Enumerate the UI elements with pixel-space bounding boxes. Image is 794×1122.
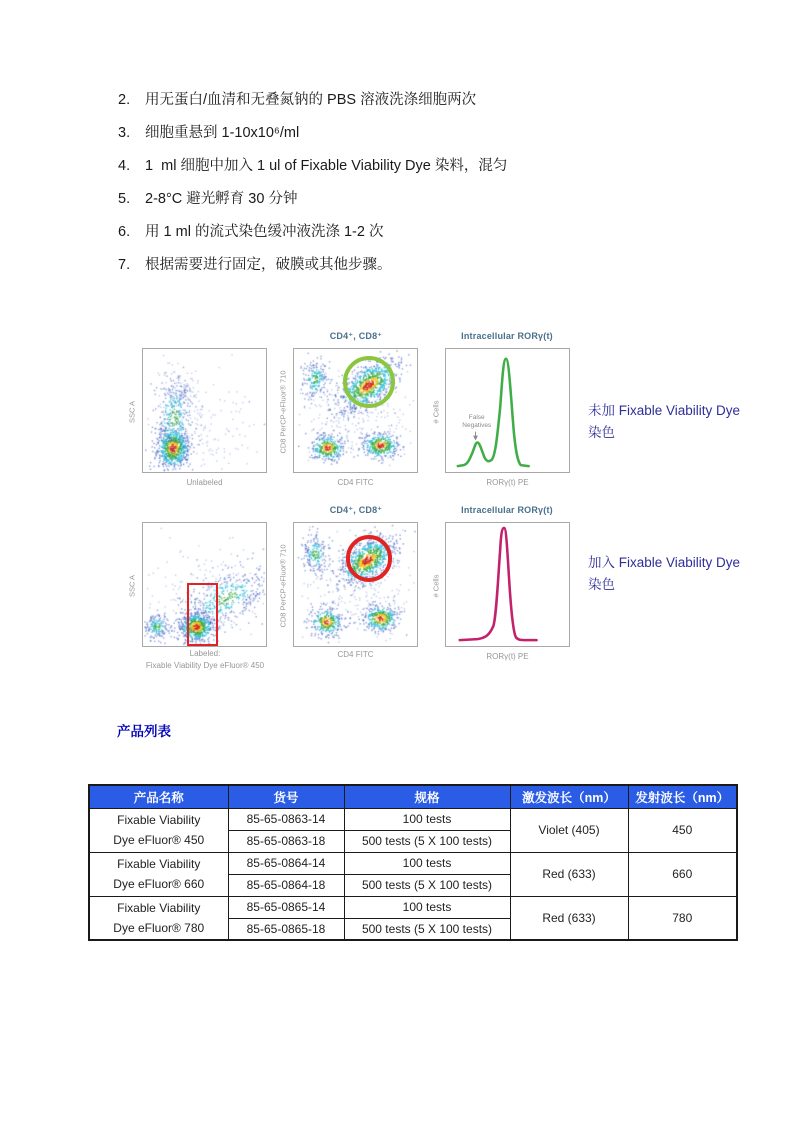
table-header-cell: 规格 [344,785,510,808]
table-row [89,852,737,874]
y-axis-label: CD8 PerCP-eFluor® 710 [278,544,288,628]
step-item [118,189,678,210]
x-axis-label: Labeled: Fixable Viability Dye eFluor® 450 [145,649,265,670]
catalog-cell: 85-65-0864-14 [228,852,344,874]
table-row [89,896,737,918]
size-cell: 100 tests [344,808,510,830]
catalog-cell: 85-65-0863-18 [228,830,344,852]
scatter-panel-unlabeled [142,348,267,473]
excitation-cell: Violet (405) [510,808,628,852]
catalog-cell: 85-65-0865-14 [228,896,344,918]
size-cell: 500 tests (5 X 100 tests) [344,874,510,896]
histogram-magenta [446,523,569,646]
step-number: 7. [118,257,131,273]
false-negatives-note: False Negatives [462,414,492,430]
histogram-panel-magenta [445,522,570,647]
step-item [118,123,678,144]
histogram-green [446,349,569,472]
table-header-cell: 产品名称 [89,785,228,808]
x-axis-label: Unlabeled [186,478,223,487]
step-item [118,90,678,111]
step-text: 细胞重悬到 1-10x10⁶/ml [145,125,300,141]
figure-caption-row2: 加入 Fixable Viability Dye 染色 [588,555,741,592]
size-cell: 500 tests (5 X 100 tests) [344,918,510,940]
step-text: 2-8°C 避光孵育 30 分钟 [145,191,298,207]
step-item [118,156,678,177]
product-list-heading: 产品列表 [117,724,171,739]
catalog-cell: 85-65-0865-18 [228,918,344,940]
y-axis-label: SSC A [127,574,137,598]
gate-circle-green [343,356,395,408]
scatter-panel-cd4-cd8 [293,348,418,473]
plot-title: CD4⁺, CD8⁺ [329,505,383,515]
product-name-cell: Fixable Viability Dye eFluor® 660 [89,852,228,896]
protocol-steps [118,90,678,288]
excitation-cell: Red (633) [510,896,628,940]
scatter-panel-labeled [142,522,267,647]
plot-title: Intracellular RORγ(t) [461,331,553,341]
product-name-cell: Fixable Viability Dye eFluor® 780 [89,896,228,940]
step-number: 6. [118,224,131,240]
density-canvas [143,349,266,472]
step-number: 5. [118,191,131,207]
size-cell: 500 tests (5 X 100 tests) [344,830,510,852]
gate-circle-red [346,535,393,582]
scatter-panel-cd4-cd8-labeled [293,522,418,647]
product-table [88,784,738,941]
plot-title: CD4⁺, CD8⁺ [329,331,383,341]
x-axis-label: CD4 FITC [337,478,374,487]
step-text: 用无蛋白/血清和无叠氮钠的 PBS 溶液洗涤细胞两次 [145,92,477,108]
x-axis-label: RORγ(t) PE [486,652,529,661]
y-axis-label: # Cells [431,574,441,598]
catalog-cell: 85-65-0863-14 [228,808,344,830]
step-text: 根据需要进行固定，破膜或其他步骤。 [145,257,392,273]
figure-caption-row1: 未加 Fixable Viability Dye 染色 [588,403,741,440]
y-axis-label: CD8 PerCP-eFluor® 710 [278,370,288,454]
step-text: 用 1 ml 的流式染色缓冲液洗涤 1-2 次 [145,224,384,240]
step-number: 2. [118,92,131,108]
excitation-cell: Red (633) [510,852,628,896]
histogram-panel-green [445,348,570,473]
gate-rect-red [187,583,218,646]
step-number: 3. [118,125,131,141]
emission-cell: 660 [628,852,737,896]
y-axis-label: # Cells [431,400,441,424]
table-header-cell: 激发波长（nm） [510,785,628,808]
product-name-cell: Fixable Viability Dye eFluor® 450 [89,808,228,852]
step-item [118,222,678,243]
y-axis-label: SSC A [127,400,137,424]
step-text: 1 ml 细胞中加入 1 ul of Fixable Viability Dye 染料，混匀 [145,158,508,174]
emission-cell: 450 [628,808,737,852]
emission-cell: 780 [628,896,737,940]
size-cell: 100 tests [344,852,510,874]
table-row [89,808,737,830]
table-header-row [89,785,737,808]
plot-title: Intracellular RORγ(t) [461,505,553,515]
catalog-cell: 85-65-0864-18 [228,874,344,896]
size-cell: 100 tests [344,896,510,918]
step-item [118,255,678,276]
table-header-cell: 发射波长（nm） [628,785,737,808]
x-axis-label: RORγ(t) PE [486,478,529,487]
x-axis-label: CD4 FITC [337,650,374,659]
step-number: 4. [118,158,131,174]
table-header-cell: 货号 [228,785,344,808]
